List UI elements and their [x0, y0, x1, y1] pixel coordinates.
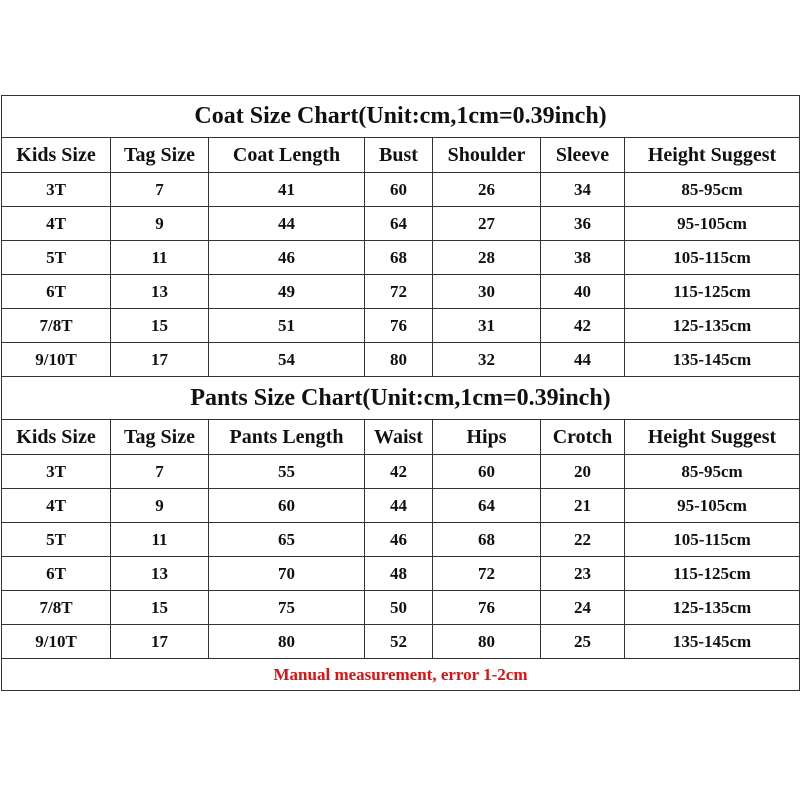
pants-title-row	[2, 377, 800, 420]
column-header: Crotch	[541, 420, 625, 455]
table-cell: 7/8T	[2, 591, 111, 625]
table-cell: 28	[433, 241, 541, 275]
table-cell: 17	[111, 625, 209, 659]
table-cell: 41	[209, 173, 365, 207]
table-cell: 6T	[2, 275, 111, 309]
coat-table-row	[2, 207, 800, 241]
table-cell: 54	[209, 343, 365, 377]
table-cell: 15	[111, 591, 209, 625]
table-cell: 68	[433, 523, 541, 557]
table-cell: 22	[541, 523, 625, 557]
table-cell: 42	[365, 455, 433, 489]
table-cell: 80	[209, 625, 365, 659]
pants-table-row	[2, 455, 800, 489]
table-cell: 105-115cm	[625, 241, 800, 275]
table-cell: 5T	[2, 241, 111, 275]
column-header: Hips	[433, 420, 541, 455]
table-cell: 60	[209, 489, 365, 523]
table-cell: 95-105cm	[625, 207, 800, 241]
table-cell: 42	[541, 309, 625, 343]
column-header: Sleeve	[541, 138, 625, 173]
table-cell: 26	[433, 173, 541, 207]
table-cell: 72	[433, 557, 541, 591]
coat-table-row	[2, 241, 800, 275]
pants-table-row	[2, 591, 800, 625]
pants-table-row	[2, 523, 800, 557]
table-cell: 34	[541, 173, 625, 207]
table-cell: 11	[111, 523, 209, 557]
table-cell: 115-125cm	[625, 275, 800, 309]
table-cell: 21	[541, 489, 625, 523]
table-cell: 50	[365, 591, 433, 625]
table-cell: 25	[541, 625, 625, 659]
table-cell: 7	[111, 173, 209, 207]
table-cell: 75	[209, 591, 365, 625]
coat-title-row	[2, 96, 800, 138]
table-cell: 3T	[2, 455, 111, 489]
table-cell: 46	[209, 241, 365, 275]
table-cell: 51	[209, 309, 365, 343]
column-header: Bust	[365, 138, 433, 173]
table-cell: 125-135cm	[625, 591, 800, 625]
table-cell: 115-125cm	[625, 557, 800, 591]
table-cell: 9/10T	[2, 625, 111, 659]
table-cell: 9	[111, 489, 209, 523]
table-cell: 20	[541, 455, 625, 489]
table-cell: 3T	[2, 173, 111, 207]
table-cell: 44	[209, 207, 365, 241]
pants-table-row	[2, 625, 800, 659]
pants-table-row	[2, 489, 800, 523]
column-header: Shoulder	[433, 138, 541, 173]
table-cell: 27	[433, 207, 541, 241]
table-cell: 68	[365, 241, 433, 275]
table-cell: 4T	[2, 207, 111, 241]
column-header: Waist	[365, 420, 433, 455]
table-cell: 17	[111, 343, 209, 377]
table-cell: 38	[541, 241, 625, 275]
table-cell: 11	[111, 241, 209, 275]
table-cell: 5T	[2, 523, 111, 557]
note-row	[2, 659, 800, 691]
coat-header-row	[2, 138, 800, 173]
coat-table-row	[2, 309, 800, 343]
table-cell: 135-145cm	[625, 625, 800, 659]
table-cell: 44	[365, 489, 433, 523]
column-header: Height Suggest	[625, 420, 800, 455]
table-cell: 4T	[2, 489, 111, 523]
column-header: Tag Size	[111, 420, 209, 455]
table-cell: 135-145cm	[625, 343, 800, 377]
table-cell: 30	[433, 275, 541, 309]
pants-header-row	[2, 420, 800, 455]
table-cell: 52	[365, 625, 433, 659]
measurement-note: Manual measurement, error 1-2cm	[2, 659, 800, 691]
column-header: Kids Size	[2, 420, 111, 455]
column-header: Height Suggest	[625, 138, 800, 173]
table-cell: 13	[111, 275, 209, 309]
pants-table-row	[2, 557, 800, 591]
table-cell: 55	[209, 455, 365, 489]
table-cell: 7	[111, 455, 209, 489]
coat-table-row	[2, 343, 800, 377]
table-cell: 64	[365, 207, 433, 241]
column-header: Coat Length	[209, 138, 365, 173]
table-cell: 9/10T	[2, 343, 111, 377]
table-cell: 95-105cm	[625, 489, 800, 523]
pants-chart-title: Pants Size Chart(Unit:cm,1cm=0.39inch)	[2, 377, 800, 420]
table-cell: 125-135cm	[625, 309, 800, 343]
table-cell: 64	[433, 489, 541, 523]
table-cell: 60	[365, 173, 433, 207]
table-cell: 13	[111, 557, 209, 591]
table-cell: 24	[541, 591, 625, 625]
table-cell: 65	[209, 523, 365, 557]
coat-chart-title: Coat Size Chart(Unit:cm,1cm=0.39inch)	[2, 96, 800, 138]
table-cell: 49	[209, 275, 365, 309]
column-header: Pants Length	[209, 420, 365, 455]
table-cell: 40	[541, 275, 625, 309]
table-cell: 23	[541, 557, 625, 591]
column-header: Tag Size	[111, 138, 209, 173]
table-cell: 44	[541, 343, 625, 377]
column-header: Kids Size	[2, 138, 111, 173]
table-cell: 36	[541, 207, 625, 241]
table-cell: 9	[111, 207, 209, 241]
table-cell: 32	[433, 343, 541, 377]
table-cell: 46	[365, 523, 433, 557]
coat-table-row	[2, 275, 800, 309]
table-cell: 15	[111, 309, 209, 343]
table-cell: 85-95cm	[625, 173, 800, 207]
table-cell: 76	[433, 591, 541, 625]
table-cell: 85-95cm	[625, 455, 800, 489]
table-cell: 72	[365, 275, 433, 309]
table-cell: 76	[365, 309, 433, 343]
size-chart-table	[1, 95, 800, 691]
table-cell: 105-115cm	[625, 523, 800, 557]
table-cell: 60	[433, 455, 541, 489]
table-cell: 6T	[2, 557, 111, 591]
table-cell: 48	[365, 557, 433, 591]
table-cell: 80	[433, 625, 541, 659]
table-cell: 7/8T	[2, 309, 111, 343]
coat-table-row	[2, 173, 800, 207]
table-cell: 70	[209, 557, 365, 591]
table-cell: 80	[365, 343, 433, 377]
table-cell: 31	[433, 309, 541, 343]
